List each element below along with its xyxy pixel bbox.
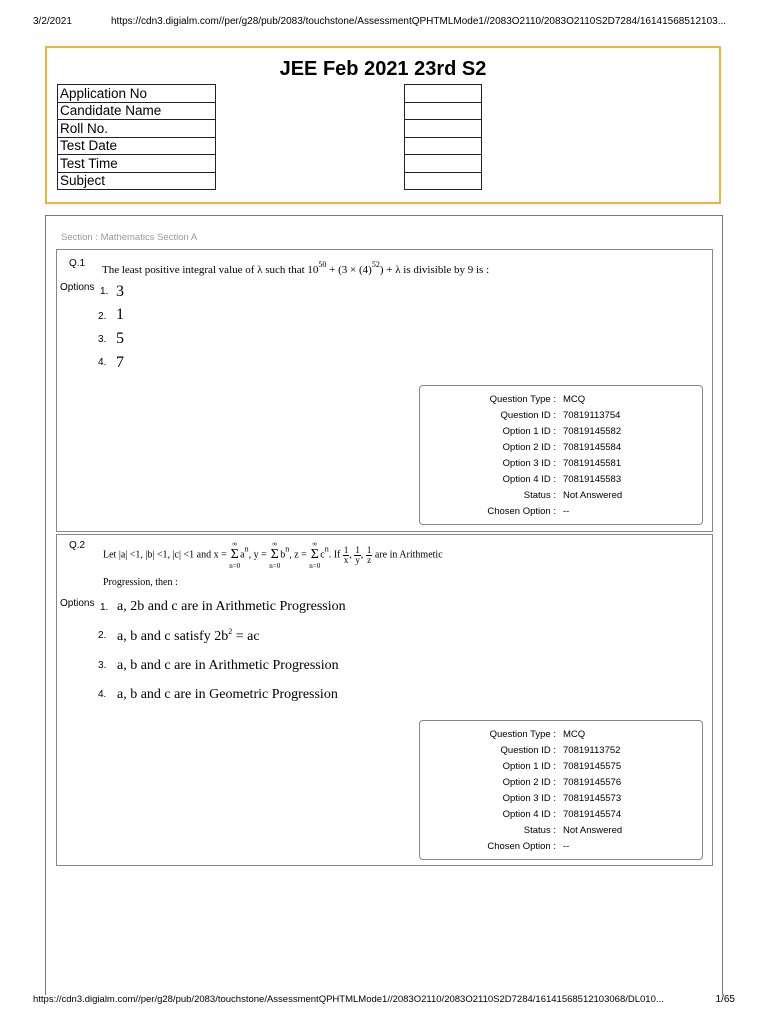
- exam-header-box: [45, 46, 721, 204]
- table-row: [57, 155, 482, 173]
- field-label: Subject: [57, 173, 216, 191]
- option-2-text: 1: [116, 306, 124, 323]
- option-number: 2.: [98, 630, 107, 641]
- option-number: 1.: [100, 602, 109, 613]
- options-label: Options: [60, 598, 95, 609]
- option-4-text: 7: [116, 354, 124, 371]
- page-number: 1/65: [715, 994, 735, 1005]
- print-date: 3/2/2021: [33, 16, 72, 27]
- option-number: 4.: [98, 357, 107, 368]
- field-value: [216, 103, 404, 121]
- option-number: 2.: [98, 311, 107, 322]
- option-number: 3.: [98, 334, 107, 345]
- field-value: [216, 173, 404, 191]
- option-3-text: a, b and c are in Arithmetic Progression: [117, 658, 339, 673]
- field-label: Test Time: [57, 155, 216, 173]
- candidate-info-table: [57, 84, 482, 190]
- question-text-line-2: Progression, then :: [103, 577, 178, 588]
- option-number: 3.: [98, 660, 107, 671]
- question-number: Q.2: [69, 540, 86, 551]
- field-label: Test Date: [57, 138, 216, 156]
- question-meta-panel-2: Question Type : MCQ Question ID : 70819113752 Option 1 ID : 70819145575 Option 2 ID : 70819145576 Option 3 ID : 70819145573 Option 4 ID : 70819145574 Status : Not Answered Chosen Option : --: [419, 720, 703, 860]
- question-text: Let |a| <1, |b| <1, |c| <1 and x = ∞ Σ $n=0a^n$, y = ∞ Σ $n=0b^n$, z = ∞ Σ $n=0c^n$. If $\frac{1}{x}$ , $\frac{1}{y}$ , $\frac{1}{z}$ are in Arithmetic: [103, 540, 443, 570]
- field-extra: [404, 84, 482, 103]
- option-1-text: 3: [116, 283, 124, 300]
- option-number: 4.: [98, 689, 107, 700]
- question-number: Q.1: [69, 258, 86, 269]
- option-1-text: a, 2b and c are in Arithmetic Progression: [117, 599, 346, 614]
- section-title: Section : Mathematics Section A: [61, 232, 198, 243]
- field-label: Application No: [57, 84, 216, 103]
- option-2-text: a, b and c satisfy $2b^2$ = ac: [117, 627, 260, 644]
- field-label: Roll No.: [57, 120, 216, 138]
- field-value: [216, 120, 404, 138]
- table-row: [57, 173, 482, 191]
- field-extra: [404, 173, 482, 191]
- question-text: The least positive integral value of λ such that $10^{50} + (3 \times (4)^{52}) + \lambda$ is divisible by 9 is :: [102, 260, 490, 276]
- table-row: [57, 120, 482, 138]
- table-row: [57, 138, 482, 156]
- field-extra: [404, 103, 482, 121]
- print-url-footer: https://cdn3.digialm.com//per/g28/pub/2083/touchstone/AssessmentQPHTMLMode1//2083O2110/2083O2110S2D7284/16141568512103068/DL010...: [33, 994, 664, 1005]
- option-number: 1.: [100, 286, 109, 297]
- print-url-header: https://cdn3.digialm.com//per/g28/pub/2083/touchstone/AssessmentQPHTMLMode1//2083O2110/2083O2110S2D7284/16141568512103...: [111, 16, 727, 27]
- field-extra: [404, 138, 482, 156]
- field-value: [216, 138, 404, 156]
- option-4-text: a, b and c are in Geometric Progression: [117, 687, 338, 702]
- field-value: [216, 84, 404, 103]
- field-value: [216, 155, 404, 173]
- field-extra: [404, 155, 482, 173]
- exam-title: JEE Feb 2021 23rd S2: [279, 58, 487, 80]
- option-3-text: 5: [116, 330, 124, 347]
- table-row: [57, 84, 482, 103]
- table-row: [57, 103, 482, 121]
- question-meta-panel-1: Question Type : MCQ Question ID : 70819113754 Option 1 ID : 70819145582 Option 2 ID : 70819145584 Option 3 ID : 70819145581 Option 4 ID : 70819145583 Status : Not Answered Chosen Option : --: [419, 385, 703, 525]
- options-label: Options: [60, 282, 95, 293]
- field-label: Candidate Name: [57, 103, 216, 121]
- field-extra: [404, 120, 482, 138]
